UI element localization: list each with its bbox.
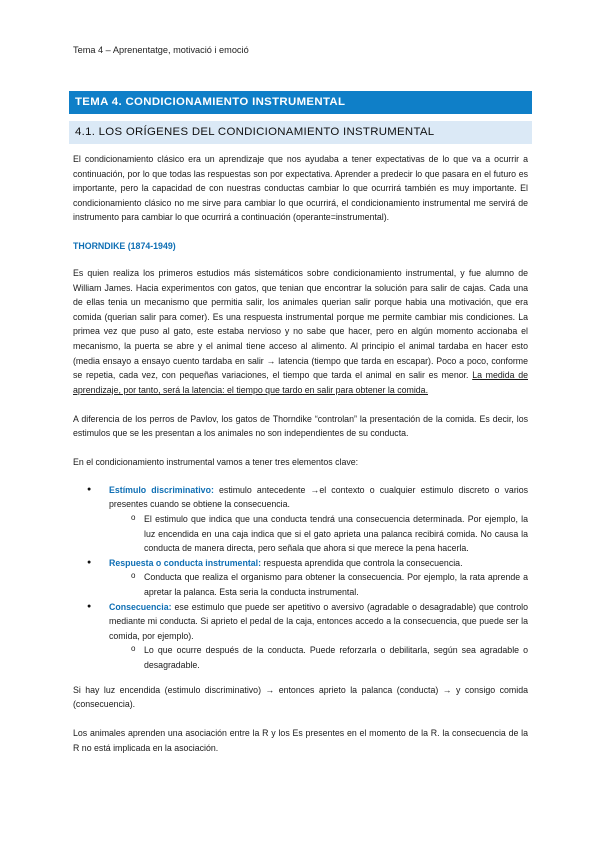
list-item-text: ese estimulo que puede ser apetitivo o aversivo (agradable o desagradable) que controlo mediante mi conducta. Si aprieto el pedal de la caja, entonces accedo a la consecuencia, que puede ser la comida, por ejemplo). [109, 601, 528, 641]
list-item-term: Consecuencia: [109, 601, 172, 612]
chapter-title: TEMA 4. CONDICIONAMIENTO INSTRUMENTAL [75, 96, 346, 108]
section-heading: 4.1. LOS ORÍGENES DEL CONDICIONAMIENTO INSTRUMENTAL [75, 126, 435, 138]
sub-list [109, 512, 528, 556]
intro-paragraph: El condicionamiento clásico era un aprendizaje que nos ayudaba a tener expectativas de lo que va a ocurrir a continuación, por lo que todas las respuestas son por expectativa. Aprender a predecir lo que pasara en el futuro es importante, pero la capacidad de con nuestras conductas cambiar lo que ocurrirá también es muy importante. El condicionamiento clásico no me sirve para cambiar lo que ocurrirá, el condicionamiento instrumental me servirá de instrumento para cambiar lo que ocurrirá a continuación (operante=instrumental). [73, 154, 528, 223]
sub-list-item: o El estimulo que indica que una conducta tendrá una consecuencia determinada. Por ejemplo, la luz encendida en una caja indica que si el gato aprieta una palanca recibirá comida. No causa la conducta de manera directa, pero señala que ahora si que merece la pena hacerla. [109, 512, 528, 556]
list-item-term: Estímulo discriminativo: [109, 484, 214, 495]
latency-definition: La medida de aprendizaje, por tanto, será la latencia: el tiempo que tardo en salir para obtener la comida. [73, 370, 529, 395]
key-elements-intro: En el condicionamiento instrumental vamos a tener tres elementos clave: [73, 457, 359, 468]
sub-list-item: o Lo que ocurre después de la conducta. Puede reforzarla o debilitarla, según sea agradable o desagradable. [109, 643, 528, 672]
example-chain-paragraph: Si hay luz encendida (estimulo discriminativo) → entonces aprieto la palanca (conducta) → y consigo comida (consecuencia). [73, 684, 528, 710]
thorndike-text: Es quien realiza los primeros estudios más sistemáticos sobre condicionamiento instrumental, y fue alumno de William James. Hacia experimentos con gatos, que tenian que encontrar la solución para salir de cajas. Cada una de ellas tenia un mecanismo que permitia salir, los animales querian salir porque habia una motivación, que era comida (querian salir para comer). Es una respuesta instrumental porque me permite cambiar mis condiciones. La primea vez que puso al gato, este estaba nervioso y no sabe que hacer, pero en algún momento accionaba el mecanismo, la puerta se abre y el animal tiene acceso al alimento. Al principio el animal tardaba en hacer esto (media ensayo a ensayo cuento tardaba en salir → latencia (tiempo que tarda en escapar). Poco a poco, conforme se repetia, cada vez, con pequeñas variaciones, el tiempo que tarda el animal en salir es menor. [73, 267, 528, 381]
list-item-text: respuesta aprendida que controla la consecuencia. [261, 557, 463, 568]
list-item [73, 600, 528, 673]
association-paragraph: Los animales aprenden una asociación entre la R y los Es presentes en el momento de la R. la consecuencia de la R no está implicada en la asociación. [73, 728, 528, 753]
list-item-text: estimulo antecedente →el contexto o cualquier estimulo discreto o varios presentes cuando se obtiene la consecuencia. [109, 484, 528, 510]
section-heading-bar [69, 121, 532, 144]
chapter-title-bar [69, 91, 532, 114]
thorndike-subheading: THORNDIKE (1874-1949) [73, 241, 176, 252]
pavlov-comparison-paragraph: A diferencia de los perros de Pavlov, los gatos de Thorndike “controlan” la presentación de la comida. Es decir, los estimulos que se les presentan a los animales no son independientes de su conducta. [73, 413, 528, 439]
document-body [73, 152, 528, 770]
sub-list-item: o Conducta que realiza el organismo para obtener la consecuencia. Por ejemplo, la rata aprende a apretar la palanca. Esta seria la conducta instrumental. [109, 570, 528, 599]
sub-list [109, 570, 528, 599]
running-header: Tema 4 – Aprenentatge, motivació i emoció [73, 45, 249, 55]
list-item [73, 483, 528, 556]
sub-list [109, 643, 528, 672]
thorndike-paragraph [73, 266, 528, 397]
key-elements-list [73, 483, 528, 673]
list-item-term: Respuesta o conducta instrumental: [109, 557, 262, 568]
list-item [73, 556, 528, 600]
